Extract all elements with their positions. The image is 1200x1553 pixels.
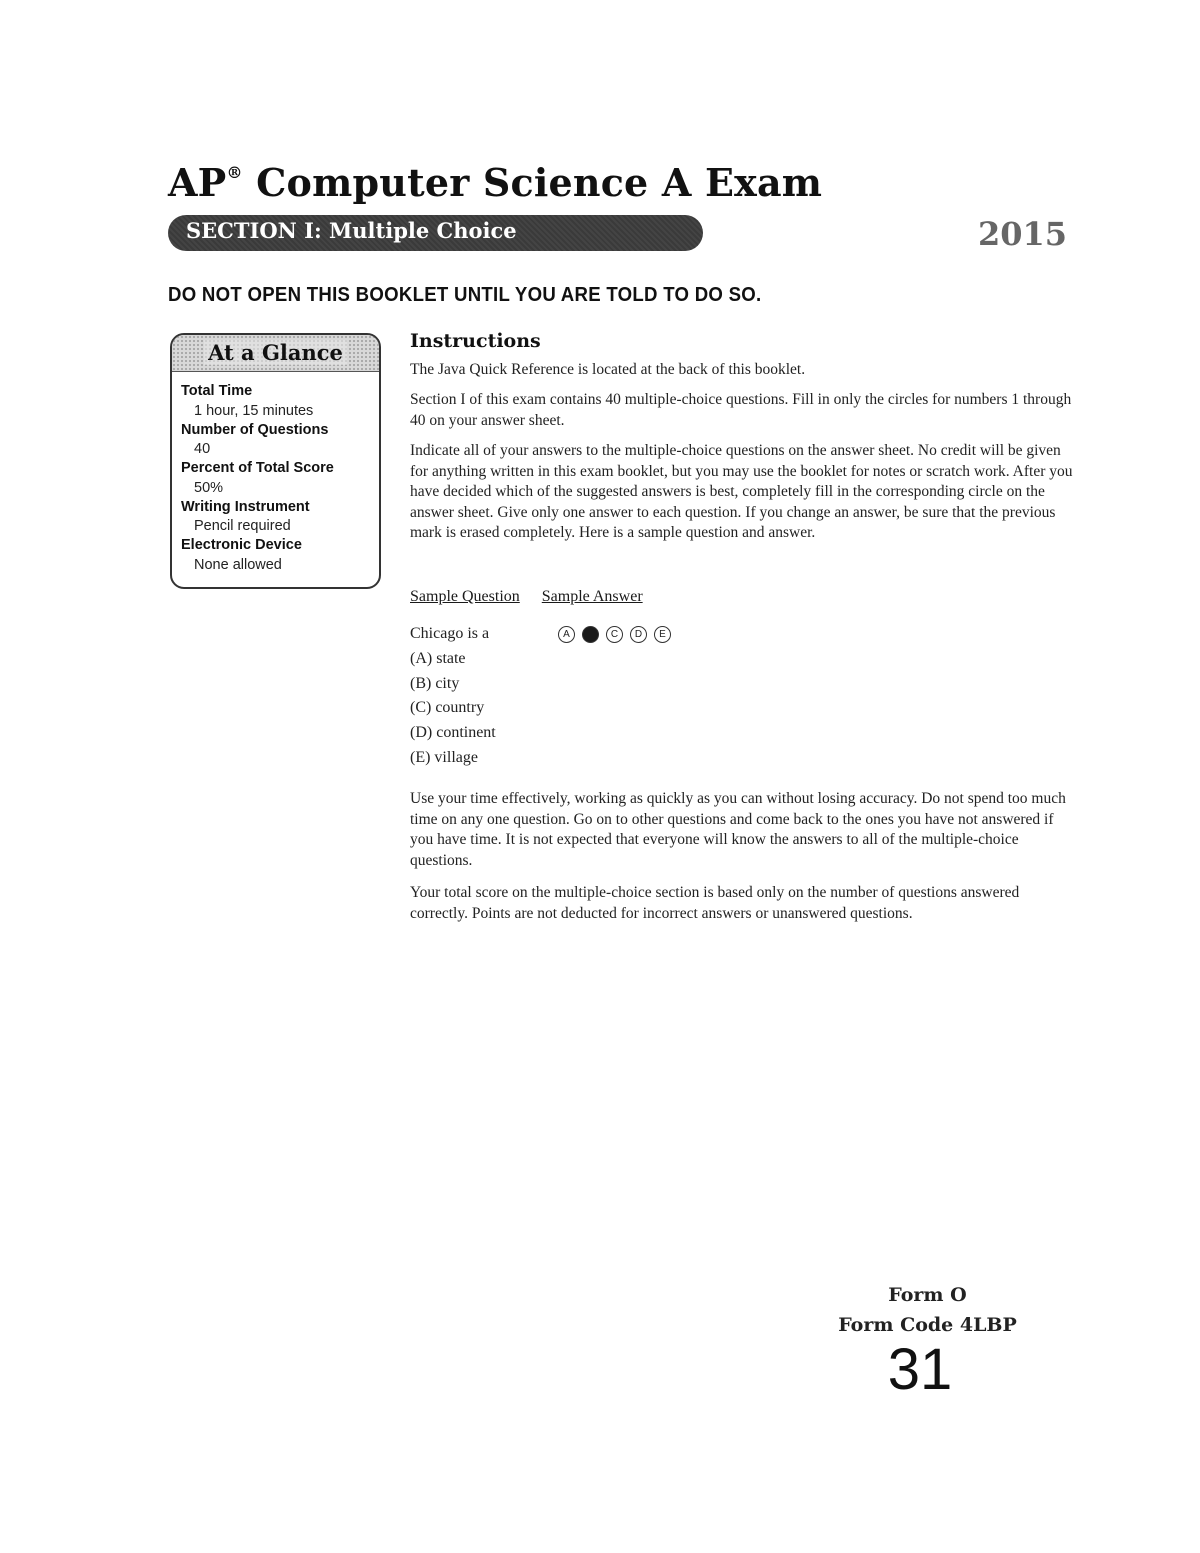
scoring-paragraph-block xyxy=(410,883,1070,924)
closing-paragraph: Use your time effectively, working as quickly as you can without losing accuracy. Do not spend too much time on any one question. Go on to other questions and come back to the ones you have not answered if you have time. It is not expected that everyone will know the answers to all of the multiple-choice questions. xyxy=(410,790,1066,869)
exam-title xyxy=(168,160,822,205)
glance-value: None allowed xyxy=(194,556,282,573)
sample-question-stem: Chicago is a xyxy=(410,625,490,642)
form-code: Form Code 4LBP xyxy=(838,1314,1017,1336)
sample-answer-bubbles xyxy=(558,626,671,643)
sample-option: (A) state xyxy=(410,649,466,667)
sample-answer-heading: Sample Answer xyxy=(541,588,643,605)
glance-label: Electronic Device xyxy=(181,537,302,553)
glance-value: 50% xyxy=(194,479,224,496)
sample-option: (E) village xyxy=(410,748,478,766)
page-number: 31 xyxy=(887,1337,953,1402)
glance-label: Number of Questions xyxy=(181,421,329,438)
registered-mark: ® xyxy=(226,163,243,183)
at-a-glance-title: At a Glance xyxy=(204,340,347,365)
answer-bubble-c: C xyxy=(606,626,623,643)
answer-bubble-a: A xyxy=(558,626,575,643)
sample-option: (C) country xyxy=(410,699,485,717)
booklet-warning: DO NOT OPEN THIS BOOKLET UNTIL YOU ARE TOLD TO DO SO. xyxy=(168,284,762,306)
form-label: Form O xyxy=(888,1284,967,1306)
instructions-paragraph: Indicate all of your answers to the multiple-choice questions on the answer sheet. No credit will be given for anything written in this exam booklet, but you may use the booklet for notes or scratch work. After you have decided which of the suggested answers is best, completely fill in the corresponding circle on the answer sheet. Give only one answer to each question. If you change an answer, be sure that the previous mark is erased completely. Here is a sample question and answer. xyxy=(410,442,1073,541)
answer-bubble-b xyxy=(582,626,599,643)
sample-question xyxy=(410,622,496,771)
title-prefix: AP xyxy=(168,160,227,205)
answer-bubble-d: D xyxy=(630,626,647,643)
section-banner xyxy=(168,215,703,251)
glance-value: Pencil required xyxy=(194,518,291,534)
at-a-glance-list xyxy=(181,382,379,575)
at-a-glance-box xyxy=(170,333,381,589)
answer-bubble-e: E xyxy=(654,626,671,643)
exam-year: 2015 xyxy=(978,215,1068,253)
glance-value: 40 xyxy=(194,441,211,457)
instructions-section xyxy=(410,331,1076,554)
section-label: SECTION I: Multiple Choice xyxy=(186,218,517,243)
instructions-paragraph: Section I of this exam contains 40 multiple-choice questions. Fill in only the circles for numbers 1 through 40 on your answer sheet. xyxy=(410,391,1072,429)
instructions-heading: Instructions xyxy=(410,330,541,352)
at-a-glance-header xyxy=(172,335,379,372)
form-info xyxy=(820,1280,1035,1340)
glance-value: 1 hour, 15 minutes xyxy=(194,402,314,419)
sample-option: (D) continent xyxy=(410,724,496,742)
sample-question-heading: Sample Question xyxy=(410,588,520,605)
sample-headings xyxy=(410,588,643,606)
title-rest: Computer Science A Exam xyxy=(242,160,823,205)
timing-paragraph-block xyxy=(410,789,1070,871)
closing-paragraph: Your total score on the multiple-choice section is based only on the number of questions answered correctly. Points are not deducted for incorrect answers or unanswered questions. xyxy=(410,884,1020,922)
glance-label: Writing Instrument xyxy=(181,498,310,515)
glance-label: Percent of Total Score xyxy=(181,460,334,476)
instructions-paragraph: The Java Quick Reference is located at the back of this booklet. xyxy=(410,360,806,378)
sample-option: (B) city xyxy=(410,674,460,692)
glance-label: Total Time xyxy=(181,383,253,399)
